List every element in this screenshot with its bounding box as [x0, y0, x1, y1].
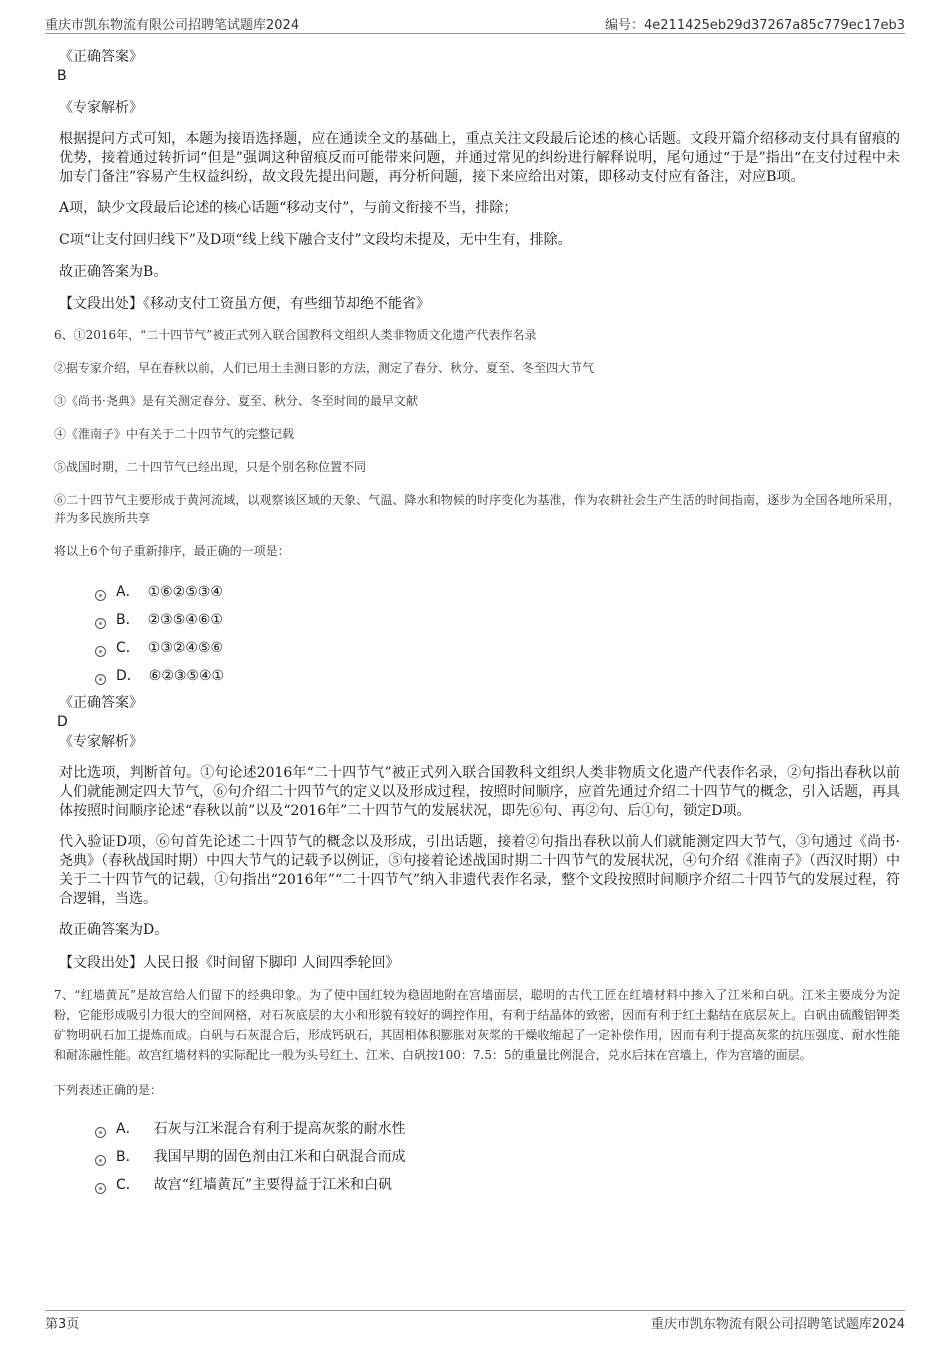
option-c[interactable] — [95, 634, 900, 662]
radio-icon[interactable] — [95, 646, 106, 657]
correct-answer-label: 《正确答案》 — [59, 49, 143, 65]
analysis-paragraph: A项，缺少文段最后论述的核心话题“移动支付”，与前文衔接不当，排除； — [59, 200, 518, 216]
option-letter: D． — [116, 668, 141, 684]
radio-icon[interactable] — [95, 1155, 106, 1166]
analysis-paragraph: 对比选项，判断首句。①句论述2016年“二十四节气”被正式列入联合国教科文组织人类非物质文化遗产代表作名录，②句指出春秋以前人们就能测定四大节气，⑥句介绍二十四节气的定义以及形成过程，按照时间顺序，应首先通过介绍二十四节气的概念，引入话题，再具体按照时间顺序论述“春秋以前”以及“2016年”二十四节气的发展状况，即先⑥句、再②句、后①句，锁定D项。 — [59, 765, 900, 819]
option-b[interactable] — [95, 1143, 900, 1171]
option-text: 我国早期的固色剂由江米和白矾混合而成 — [153, 1149, 406, 1165]
option-text: ①⑥②⑤③④ — [147, 584, 223, 600]
expert-analysis-label: 《专家解析》 — [59, 100, 143, 116]
analysis-paragraph: 根据提问方式可知，本题为接语选择题，应在通读全文的基础上，重点关注文段最后论述的核心话题。文段开篇介绍移动支付具有留痕的优势，接着通过转折词“但是”强调这种留痕反而可能带来问题，并通过常见的纠纷进行解释说明，尾句通过“于是”指出“在支付过程中未加专门备注”容易产生权益纠纷，故文段先提出问题，再分析问题，接下来应给出对策，即移动支付应有备注，对应B项。 — [59, 131, 900, 185]
option-a[interactable] — [95, 1115, 900, 1143]
option-letter: A． — [116, 1121, 140, 1137]
option-text: 故宫“红墙黄瓦”主要得益于江米和白矾 — [153, 1177, 393, 1193]
radio-icon[interactable] — [95, 1127, 106, 1138]
footer-title: 重庆市凯东物流有限公司招聘笔试题库2024 — [650, 1317, 905, 1332]
option-letter: C． — [116, 640, 140, 656]
option-d[interactable] — [95, 662, 900, 690]
option-c[interactable] — [95, 1171, 900, 1199]
question-7 — [54, 985, 900, 1199]
option-b[interactable] — [95, 606, 900, 634]
radio-icon[interactable] — [95, 618, 106, 629]
question-prompt: 将以上6个句子重新排序，最正确的一项是： — [54, 544, 290, 558]
header-title: 重庆市凯东物流有限公司招聘笔试题库2024 — [45, 18, 300, 33]
analysis-conclusion: 故正确答案为B。 — [59, 264, 168, 280]
options-list — [95, 1115, 900, 1199]
question-line: ⑥二十四节气主要形成于黄河流域，以观察该区域的天象、气温、降水和物候的时序变化为基准，作为农耕社会生产生活的时间指南，逐步为全国各地所采用，并为多民族所共享 — [54, 493, 900, 525]
header-divider — [45, 33, 905, 34]
option-text: ①③②④⑤⑥ — [147, 640, 224, 656]
option-letter: B． — [116, 612, 140, 628]
source-note: 【文段出处】人民日报《时间留下脚印 人间四季轮回》 — [59, 955, 400, 971]
options-list — [95, 578, 900, 690]
footer-divider — [45, 1310, 905, 1311]
correct-answer-label: 《正确答案》 — [59, 695, 143, 711]
page-number: 第3页 — [45, 1317, 80, 1332]
correct-answer-value: B — [57, 68, 67, 84]
analysis-paragraph: C项“让支付回归线下”及D项“线上线下融合支付”文段均未提及，无中生有，排除。 — [59, 232, 572, 248]
option-letter: A． — [116, 584, 140, 600]
radio-icon[interactable] — [95, 1183, 106, 1194]
question-line: ②据专家介绍，早在春秋以前，人们已用土圭测日影的方法，测定了春分、秋分、夏至、冬至四大节气 — [54, 361, 595, 375]
analysis-conclusion: 故正确答案为D。 — [59, 922, 169, 938]
analysis-paragraph: 代入验证D项，⑥句首先论述二十四节气的概念以及形成，引出话题，接着②句指出春秋以前人们就能测定四大节气，③句通过《尚书·尧典》（春秋战国时期）中四大节气的记载予以例证，⑤句接着论述战国时期二十四节气的发展状况，④句介绍《淮南子》（西汉时期）中关于二十四节气的记载，①句指出“2016年”“二十四节气”纳入非遗代表作名录，整个文段按照时间顺序介绍二十四节气的发展过程，符合逻辑，当选。 — [59, 834, 900, 907]
option-letter: C． — [116, 1177, 140, 1193]
page-content — [54, 48, 900, 1199]
question-line: 6、①2016年，“二十四节气”被正式列入联合国教科文组织人类非物质文化遗产代表作名录 — [54, 328, 537, 342]
question-6 — [54, 326, 900, 973]
option-a[interactable] — [95, 578, 900, 606]
option-text: 石灰与江米混合有利于提高灰浆的耐水性 — [153, 1121, 406, 1137]
option-text: ②③⑤④⑥① — [147, 612, 223, 628]
option-letter: B． — [116, 1149, 140, 1165]
question-line: ④《淮南子》中有关于二十四节气的完整记载 — [54, 427, 295, 441]
expert-analysis-label: 《专家解析》 — [59, 734, 143, 750]
question-line: ⑤战国时期，二十四节气已经出现，只是个别名称位置不同 — [54, 460, 367, 474]
correct-answer-value: D — [57, 714, 68, 730]
radio-icon[interactable] — [95, 674, 106, 685]
header-code: 编号：4e211425eb29d37267a85c779ec17eb3 — [605, 18, 905, 33]
question-prompt: 下列表述正确的是： — [54, 1083, 163, 1097]
question-line: ③《尚书·尧典》是有关测定春分、夏至、秋分、冬至时间的最早文献 — [54, 394, 418, 408]
source-note: 【文段出处】《移动支付工资虽方便，有些细节却绝不能省》 — [59, 296, 430, 312]
radio-icon[interactable] — [95, 590, 106, 601]
option-text: ⑥②③⑤④① — [148, 668, 225, 684]
question-text: 7、“红墙黄瓦”是故宫给人们留下的经典印象。为了使中国红较为稳固地附在宫墙面层，聪明的古代工匠在红墙材料中掺入了江米和白矾。江米主要成分为淀粉，它能形成吸引力很大的空间网格，对石灰底层的大小和形貌有较好的调控作用，有利于结晶体的致密，因而有利于红土黏结在底层灰上。白矾由硫酸铝钾类矿物明矾石加工提炼而成。白矾与石灰混合后，形成钙矾石，其固相体积膨胀对灰浆的干燥收缩起了一定补偿作用，因而有利于提高灰浆的抗压强度、耐水性能和耐冻融性能。故宫红墙材料的实际配比一般为头号红土、江米、白矾按100：7.5：5的重量比例混合，兑水后抹在宫墙上，作为宫墙的面层。 — [54, 988, 900, 1062]
